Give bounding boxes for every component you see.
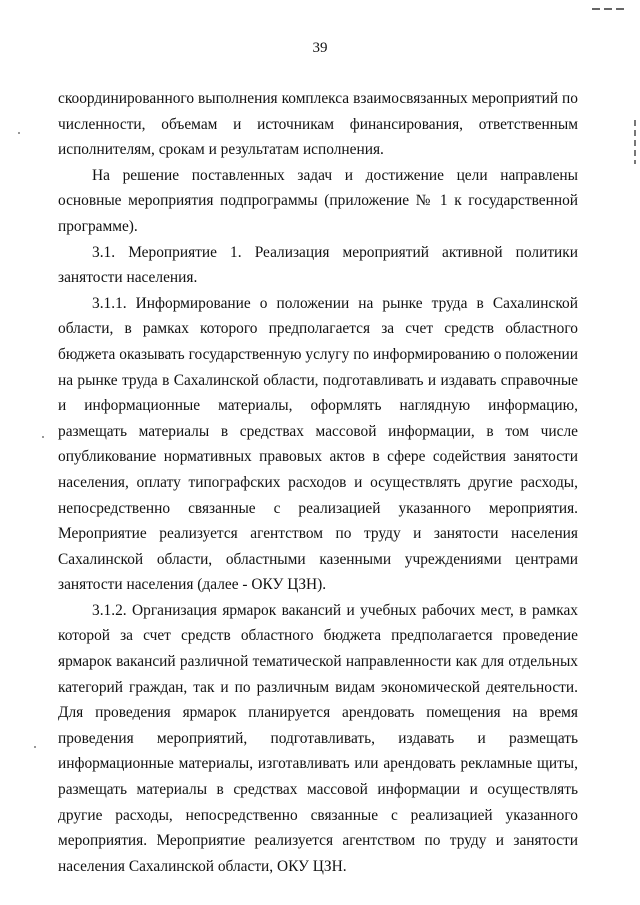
paragraph-continuation: скоординированного выполнения комплекса взаимосвязанных мероприятий по численности, объемам и источникам финансирования, ответственным исполнителям, срокам и результатам исполнения. [58,90,578,159]
paragraph-main-activities: На решение поставленных задач и достижение цели направлены основные мероприятия подпрограммы (приложение № 1 к государственной программе). [58,166,578,235]
paragraph-activity-3-1: 3.1. Мероприятие 1. Реализация мероприятий активной политики занятости населения. [58,243,578,287]
scan-speck [34,746,36,748]
scan-corner-mark [592,8,628,10]
body-text [58,86,578,879]
paragraph-activity-3-1-2: 3.1.2. Организация ярмарок вакансий и учебных рабочих мест, в рамках которой за счет средств областного бюджета предполагается проведение ярмарок вакансий различной тематической направленности как для отдельных категорий граждан, так и по различным видам экономической деятельности. Для проведения ярмарок планируется арендовать помещения на время проведения мероприятий, подготавливать, издавать и размещать информационные материалы, изготавливать или арендовать рекламные щиты, размещать материалы в средствах массовой информации и осуществлять другие расходы, непосредственно связанные с реализацией указанного мероприятия. Мероприятие реализуется агентством по труду и занятости населения Сахалинской области, ОКУ ЦЗН. [58,601,578,875]
scan-speck [42,436,44,438]
scan-edge-mark [634,120,636,164]
paragraph-activity-3-1-1: 3.1.1. Информирование о положении на рынке труда в Сахалинской области, в рамках которого предполагается за счет средств областного бюджета оказывать государственную услугу по информированию о положении на рынке труда в Сахалинской области, подготавливать и издавать справочные и информационные материалы, оформлять наглядную информацию, размещать материалы в средствах массовой информации, в том числе опубликование нормативных правовых актов в сфере содействия занятости населения, оплату типографских расходов и осуществлять другие расходы, непосредственно связанные с реализацией указанного мероприятия. Мероприятие реализуется агентством по труду и занятости населения Сахалинской области, областными казенными учреждениями центрами занятости населения (далее - ОКУ ЦЗН). [58,294,578,594]
page-number: 39 [312,40,328,56]
scan-speck [18,132,20,134]
